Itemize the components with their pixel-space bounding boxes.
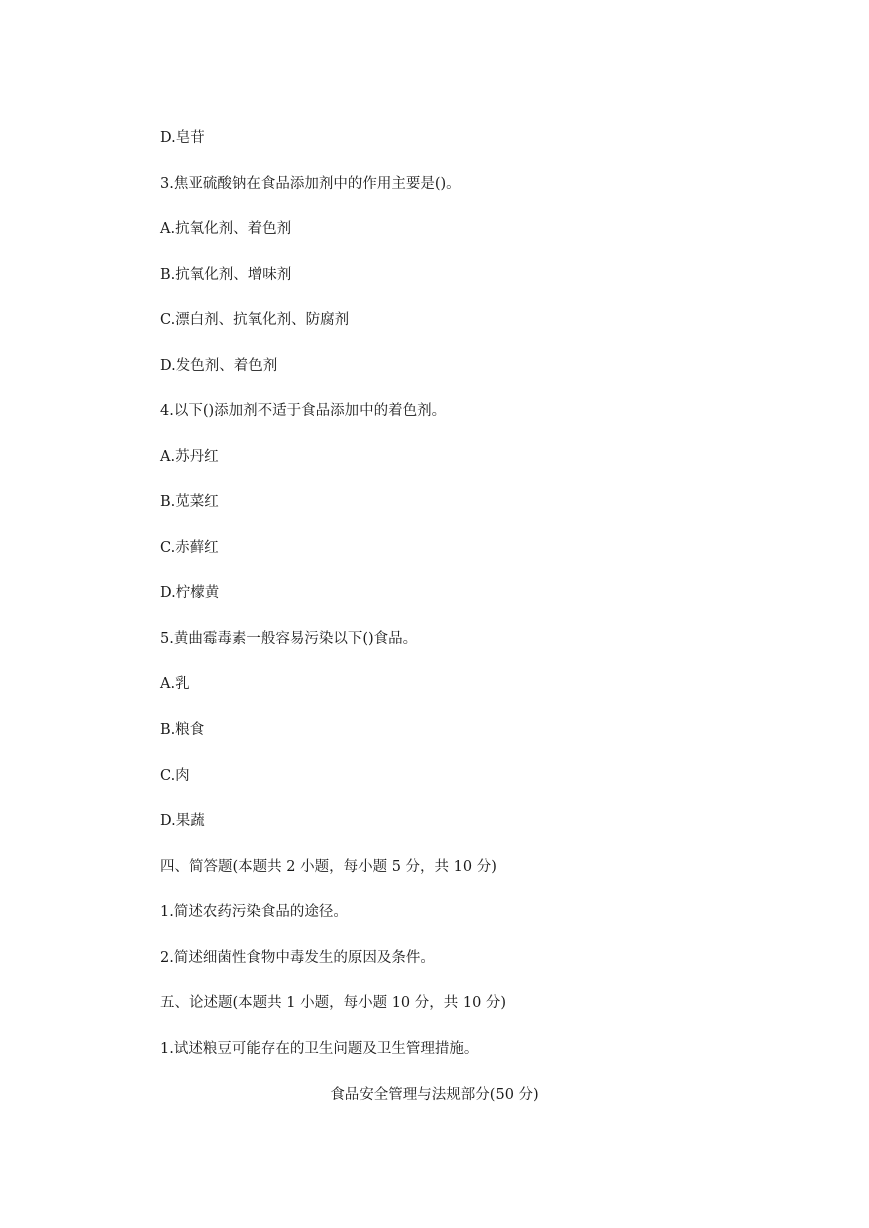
question-4: 4.以下()添加剂不适于食品添加中的着色剂。 bbox=[160, 403, 447, 419]
q5-option-a: A.乳 bbox=[160, 676, 190, 692]
q5-option-b: B.粮食 bbox=[160, 722, 205, 738]
q4-option-a: A.苏丹红 bbox=[160, 449, 219, 465]
q3-option-c: C.漂白剂、抗氧化剂、防腐剂 bbox=[160, 312, 350, 328]
q4-option-c: C.赤藓红 bbox=[160, 540, 219, 556]
essay-question-1: 1.试述粮豆可能存在的卫生问题及卫生管理措施。 bbox=[160, 1041, 479, 1057]
q5-option-c: C.肉 bbox=[160, 768, 190, 784]
q3-option-a: A.抗氧化剂、着色剂 bbox=[160, 221, 292, 237]
q4-option-b: B.苋菜红 bbox=[160, 494, 219, 510]
question-3: 3.焦亚硫酸钠在食品添加剂中的作用主要是()。 bbox=[160, 176, 461, 192]
part-title: 食品安全管理与法规部分(50 分) bbox=[330, 1087, 539, 1103]
option-d-saponin: D.皂苷 bbox=[160, 130, 205, 146]
q3-option-d: D.发色剂、着色剂 bbox=[160, 358, 278, 374]
question-5: 5.黄曲霉毒素一般容易污染以下()食品。 bbox=[160, 631, 418, 647]
q5-option-d: D.果蔬 bbox=[160, 813, 205, 829]
section-4-heading: 四、简答题(本题共 2 小题，每小题 5 分，共 10 分) bbox=[160, 859, 497, 875]
section-5-heading: 五、论述题(本题共 1 小题，每小题 10 分，共 10 分) bbox=[160, 995, 507, 1011]
short-answer-2: 2.简述细菌性食物中毒发生的原因及条件。 bbox=[160, 950, 435, 966]
q4-option-d: D.柠檬黄 bbox=[160, 585, 220, 601]
q3-option-b: B.抗氧化剂、增味剂 bbox=[160, 267, 292, 283]
short-answer-1: 1.简述农药污染食品的途径。 bbox=[160, 904, 348, 920]
